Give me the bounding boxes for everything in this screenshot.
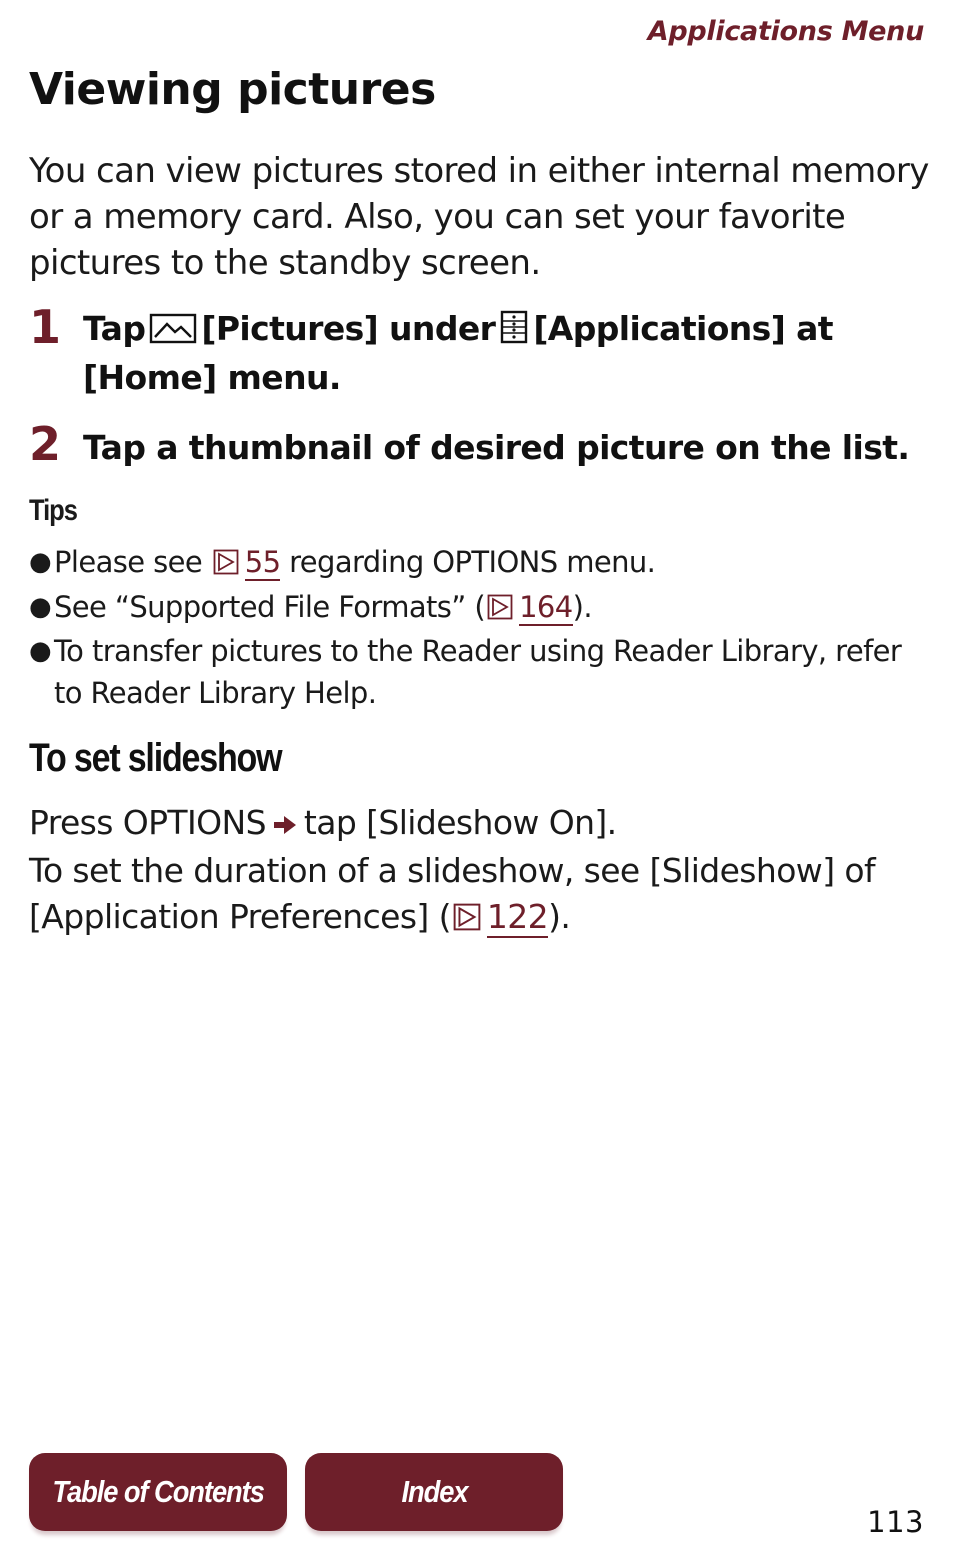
page-ref-icon <box>487 590 513 632</box>
step-1 <box>29 300 929 400</box>
list-item <box>29 587 929 632</box>
step-text: Tap a thumbnail of desired picture on the list. <box>83 428 910 467</box>
page-number: 113 <box>867 1505 924 1539</box>
slideshow-text-part: Press OPTIONS <box>29 803 266 842</box>
section-header: Applications Menu <box>647 16 924 47</box>
tips-heading: Tips <box>29 494 77 527</box>
page-link[interactable]: 164 <box>519 589 573 624</box>
tip-text: ). <box>572 589 592 624</box>
step-number: 1 <box>29 300 62 354</box>
bullet-icon: ● <box>29 547 52 577</box>
slideshow-text-part: tap [Slideshow On]. <box>303 803 617 842</box>
intro-paragraph: You can view pictures stored in either internal memory or a memory card. Also, you can set your favorite pictures to the standby screen. <box>29 151 929 283</box>
page-link[interactable]: 122 <box>486 897 549 936</box>
step-2 <box>29 417 929 471</box>
tip-text: See “Supported File Formats” ( <box>54 589 486 624</box>
table-of-contents-button[interactable] <box>29 1453 287 1531</box>
step-text-part: Tap <box>83 309 146 348</box>
page-ref-icon <box>213 545 239 587</box>
bullet-icon: ● <box>29 636 52 666</box>
slideshow-line <box>29 800 929 848</box>
arrow-right-icon <box>272 802 298 848</box>
sub-heading: To set slideshow <box>29 736 282 780</box>
button-label: Table of Contents <box>52 1474 264 1509</box>
button-label: Index <box>401 1474 467 1509</box>
slideshow-text-part: To set the duration of a slideshow, see [Slideshow] of [Application Preferences] ( <box>29 851 875 936</box>
picture-icon <box>149 310 197 355</box>
bullet-icon: ● <box>29 591 52 622</box>
tip-text: Please see <box>54 545 203 579</box>
slideshow-text <box>29 800 929 943</box>
tip-text: To transfer pictures to the Reader using Reader Library, refer to Reader Library Help. <box>54 634 902 710</box>
tips-list <box>29 542 929 714</box>
list-item <box>29 542 929 587</box>
slideshow-line <box>29 848 929 943</box>
step-text-part: [Applications] at [Home] menu. <box>83 309 833 397</box>
tip-text: regarding OPTIONS menu. <box>289 545 656 579</box>
list-item <box>29 631 929 714</box>
page-ref-icon <box>453 897 481 943</box>
applications-icon <box>499 310 529 355</box>
step-number: 2 <box>29 417 62 471</box>
step-text-part: [Pictures] under <box>201 309 496 348</box>
page-title: Viewing pictures <box>29 64 436 115</box>
slideshow-text-part: ). <box>548 897 571 936</box>
index-button[interactable] <box>305 1453 563 1531</box>
page-link[interactable]: 55 <box>244 545 281 579</box>
step-text <box>83 306 929 400</box>
